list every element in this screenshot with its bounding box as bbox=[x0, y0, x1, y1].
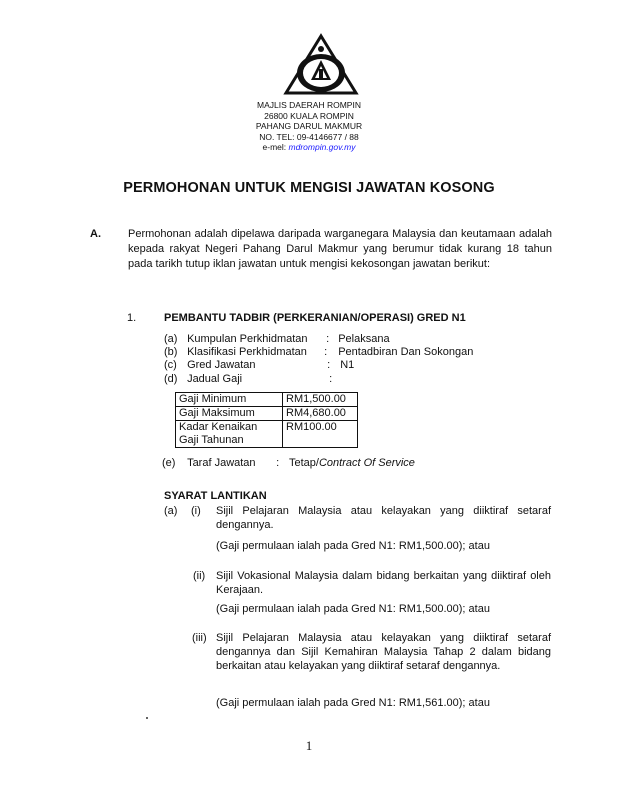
detail-b bbox=[164, 346, 564, 360]
position-title: PEMBANTU TADBIR (PERKERANIAN/OPERASI) GRED N1 bbox=[164, 312, 466, 324]
detail-value: Pelaksana bbox=[338, 333, 390, 345]
salary-value: RM1,500.00 bbox=[283, 393, 358, 407]
detail-sep: : bbox=[276, 457, 280, 469]
detail-label: Klasifikasi Perkhidmatan bbox=[187, 346, 307, 358]
email-label: e-mel: bbox=[262, 142, 289, 152]
section-a-label: A. bbox=[90, 228, 101, 240]
syarat-item-ii-note: (Gaji permulaan ialah pada Gred N1: RM1,500.00); atau bbox=[216, 603, 490, 615]
address-line-2: PAHANG DARUL MAKMUR bbox=[255, 121, 363, 131]
detail-e bbox=[162, 457, 562, 471]
council-crest-logo bbox=[283, 33, 359, 97]
syarat-marker-a: (a) bbox=[164, 505, 178, 517]
table-row bbox=[176, 393, 358, 407]
detail-sep: : bbox=[326, 333, 330, 345]
syarat-item-iii-text: Sijil Pelajaran Malaysia atau kelayakan yang diiktiraf setaraf dengannya dan Sijil Kemahiran Malaysia Tahap 2 dalam bidang berkaitan atau kelayakan yang diiktiraf setaraf dengannya. bbox=[216, 632, 551, 672]
page-number: 1 bbox=[305, 738, 313, 753]
table-row bbox=[176, 407, 358, 421]
letterhead bbox=[0, 100, 618, 153]
detail-sep: : bbox=[327, 359, 331, 371]
salary-table bbox=[175, 392, 358, 448]
detail-a bbox=[164, 333, 564, 347]
detail-marker: (c) bbox=[164, 359, 177, 371]
syarat-item-i-note: (Gaji permulaan ialah pada Gred N1: RM1,500.00); atau bbox=[216, 540, 490, 552]
syarat-heading: SYARAT LANTIKAN bbox=[164, 490, 267, 502]
detail-label: Jadual Gaji bbox=[187, 373, 243, 385]
detail-sep: : bbox=[329, 373, 333, 385]
telephone: NO. TEL: 09-4146677 / 88 bbox=[259, 131, 359, 142]
salary-label: Gaji Maksimum bbox=[176, 407, 283, 421]
detail-d bbox=[164, 373, 564, 387]
syarat-marker-i: (i) bbox=[191, 505, 201, 517]
detail-label: Gred Jawatan bbox=[187, 359, 256, 371]
detail-marker: (e) bbox=[162, 457, 176, 469]
detail-marker: (a) bbox=[164, 333, 178, 345]
salary-value: RM100.00 bbox=[283, 421, 358, 448]
bullet-dot bbox=[146, 717, 148, 719]
syarat-marker-ii: (ii) bbox=[193, 570, 206, 582]
detail-c bbox=[164, 359, 564, 373]
detail-label: Kumpulan Perkhidmatan bbox=[187, 333, 308, 345]
email-line bbox=[0, 142, 618, 153]
page-title: PERMOHONAN UNTUK MENGISI JAWATAN KOSONG bbox=[123, 180, 495, 196]
section-a-paragraph: Permohonan adalah dipelawa daripada warganegara Malaysia dan keutamaan adalah kepada rakyat Negeri Pahang Darul Makmur yang berumur tidak kurang 18 tahun pada tarikh tutup iklan jawatan untuk mengisi kekosongan jawatan berikut: bbox=[128, 228, 552, 270]
detail-value: Pentadbiran Dan Sokongan bbox=[338, 346, 474, 358]
position-number: 1. bbox=[127, 312, 137, 324]
detail-marker: (b) bbox=[164, 346, 178, 358]
syarat-item-iii-note: (Gaji permulaan ialah pada Gred N1: RM1,561.00); atau bbox=[216, 697, 490, 709]
detail-sep: : bbox=[324, 346, 328, 358]
syarat-item-ii-text: Sijil Vokasional Malaysia dalam bidang berkaitan yang diiktiraf oleh Kerajaan. bbox=[216, 570, 551, 596]
detail-value: Tetap/ bbox=[288, 457, 319, 469]
syarat-item-i-text: Sijil Pelajaran Malaysia atau kelayakan yang diiktiraf setaraf dengannya. bbox=[216, 505, 551, 531]
table-row bbox=[176, 421, 358, 448]
org-name: MAJLIS DAERAH ROMPIN bbox=[257, 100, 361, 110]
salary-label: Gaji Minimum bbox=[176, 393, 283, 407]
detail-value-italic: Contract Of Service bbox=[318, 457, 415, 469]
syarat-marker-iii: (iii) bbox=[192, 632, 207, 644]
email-link[interactable]: mdrompin.gov.my bbox=[288, 142, 356, 152]
detail-marker: (d) bbox=[164, 373, 178, 385]
detail-label: Taraf Jawatan bbox=[187, 457, 256, 469]
address-line-1: 26800 KUALA ROMPIN bbox=[264, 110, 354, 121]
salary-value: RM4,680.00 bbox=[283, 407, 358, 421]
salary-label: Kadar Kenaikan Gaji Tahunan bbox=[176, 421, 283, 448]
detail-value: N1 bbox=[340, 359, 355, 371]
